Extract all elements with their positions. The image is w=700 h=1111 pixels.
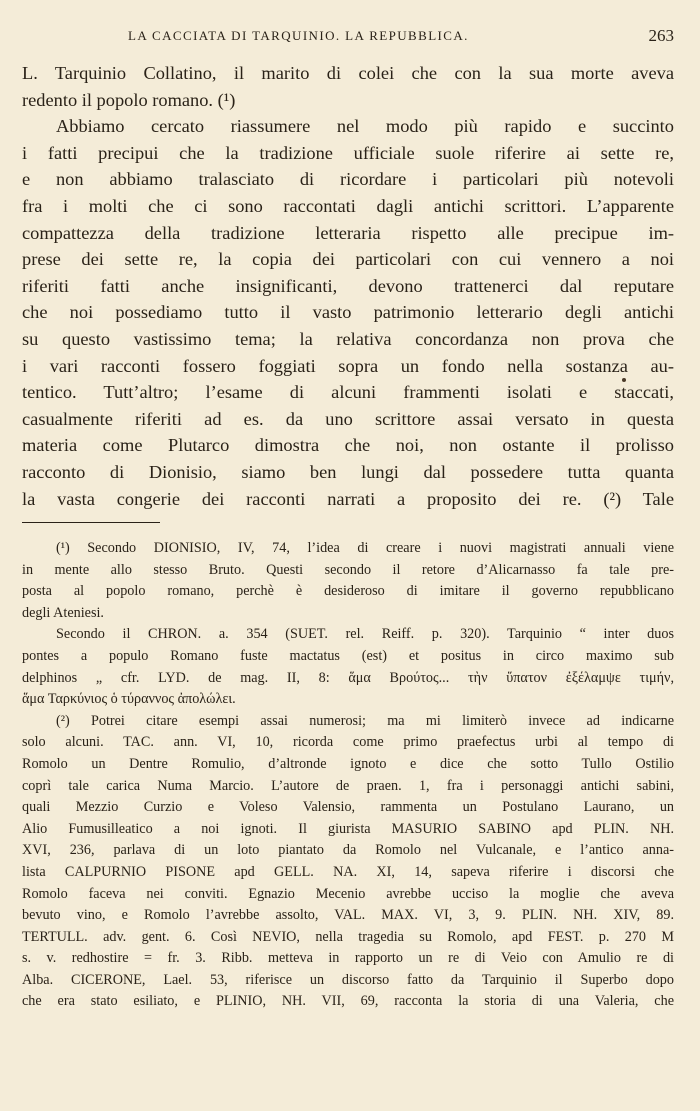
text-line: redento il popolo romano. (¹) xyxy=(22,89,236,110)
text-line: e non abbiamo tralasciato di ricordare i particolari più notevoli xyxy=(22,169,674,190)
footnotes xyxy=(22,538,674,1013)
text-line: materia come Plutarco dimostra che noi, non ostante il prolisso xyxy=(22,435,674,456)
text-line: L. Tarquinio Collatino, il marito di colei che con la sua morte aveva xyxy=(22,63,674,83)
text-line: i vari racconti fossero foggiati sopra un fondo nella sostanza au- xyxy=(22,355,674,376)
footnote-line: degli Ateniesi. xyxy=(22,604,104,621)
text-line: Abbiamo cercato riassumere nel modo più rapido e succinto xyxy=(56,116,674,137)
text-line: la vasta congerie dei racconti narrati a proposito dei re. (²) Tale xyxy=(22,488,674,509)
footnote-line: bevuto vino, e Romolo l’avrebbe assolto, VAL. MAX. VI, 3, 9. PLIN. NH. XIV, 89. xyxy=(22,907,674,924)
text-line: tentico. Tutt’altro; l’esame di alcuni frammenti isolati e staccati, xyxy=(22,382,674,403)
footnote-line: TERTULL. adv. gent. 6. Così NEVIO, nella tragedia su Romolo, apd FEST. p. 270 M xyxy=(22,928,674,945)
footnote-line: in mente allo stesso Bruto. Questi secondo il retore d’Alicarnasso fa tale pre- xyxy=(22,561,674,578)
footnote-separator xyxy=(22,522,160,523)
footnote-line: posta al popolo romano, perchè è desideroso di imitare il governo repubblicano xyxy=(22,583,674,600)
text-line: su questo vastissimo tema; la relativa concordanza non prova che xyxy=(22,328,674,349)
text-line: casualmente riferiti ad es. da uno scrittore assai versato in questa xyxy=(22,408,674,429)
footnote-line: (²) Potrei citare esempi assai numerosi; ma mi limiterò invece ad indicarne xyxy=(56,712,674,729)
footnote-line: s. v. redhostire = fr. 3. Ribb. metteva in rapporto un re di Veio con Amulio re di xyxy=(22,950,674,967)
text-line: prese dei sette re, la copia dei particolari con cui vennero a noi xyxy=(22,249,674,270)
footnote-line: Alio Fumusilleatico a noi ignoti. Il giurista MASURIO SABINO apd PLIN. NH. xyxy=(22,820,674,837)
footnote-line: lista CALPURNIO PISONE apd GELL. NA. XI, 14, sapeva riferire i discorsi che xyxy=(22,863,674,880)
footnote-line: pontes a populo Romano fuste mactatus (est) et positus in circo maximo sub xyxy=(22,647,674,664)
running-head: LA CACCIATA DI TARQUINIO. LA REPUBBLICA. xyxy=(128,28,469,43)
page-header xyxy=(22,26,674,48)
text-line: compattezza della tradizione letteraria rispetto alle precipue im- xyxy=(22,222,674,243)
footnote-line: Romolo un Dentre Romulio, d’altronde ignoto e dice che sotto Tullo Ostilio xyxy=(22,755,674,772)
footnote-line: (¹) Secondo DIONISIO, IV, 74, l’idea di creare i nuovi magistrati annuali viene xyxy=(56,540,674,556)
page-number: 263 xyxy=(648,26,674,45)
text-line: racconto di Dionisio, siamo ben lungi dal possedere tutta quanta xyxy=(22,461,674,482)
text-line: riferiti fatti anche insignificanti, devono trattenerci dal reputare xyxy=(22,275,674,296)
main-text xyxy=(22,60,674,512)
footnote-line: che era stato esiliato, e PLINIO, NH. VII, 69, racconta la storia di una Valeria, che xyxy=(22,993,674,1010)
footnote-line: solo alcuni. TAC. ann. VI, 10, ricorda come primo praefectus urbi al tempo di xyxy=(22,734,674,751)
footnote-line: ἅμα Ταρκύνιος ὁ τύραννος ἀπολώλει. xyxy=(22,691,236,708)
ink-speck xyxy=(622,378,626,382)
footnote-line: quali Mezzio Curzio e Voleso Valensio, rammenta un Postulano Laurano, un xyxy=(22,799,674,816)
footnote-line: Secondo il CHRON. a. 354 (SUET. rel. Reiff. p. 320). Tarquinio “ inter duos xyxy=(56,626,674,643)
footnote-line: XVI, 236, parlava di un loto piantato da Romolo nel Vulcanale, e l’antico anna- xyxy=(22,842,674,859)
text-line: che noi possediamo tutto il vasto patrimonio letterario degli antichi xyxy=(22,302,674,323)
footnote-line: Romolo faceva nei conviti. Egnazio Mecenio avrebbe ucciso la moglie che aveva xyxy=(22,885,674,902)
footnote-line: Alba. CICERONE, Lael. 53, riferisce un discorso fatto da Tarquinio il Superbo dopo xyxy=(22,971,674,988)
text-line: fra i molti che ci sono raccontati dagli antichi scrittori. L’apparente xyxy=(22,195,674,216)
footnote-line: coprì tale carica Numa Marcio. L’autore de praen. 1, fra i personaggi antichi sabini, xyxy=(22,777,674,794)
text-line: i fatti precipui che la tradizione ufficiale suole riferire ai sette re, xyxy=(22,142,674,163)
footnote-line: delphinos „ cfr. LYD. de mag. II, 8: ἅμα Βρούτος... τὴν ὕπατον ἐξέλαμψε τιμήν, xyxy=(22,669,674,686)
